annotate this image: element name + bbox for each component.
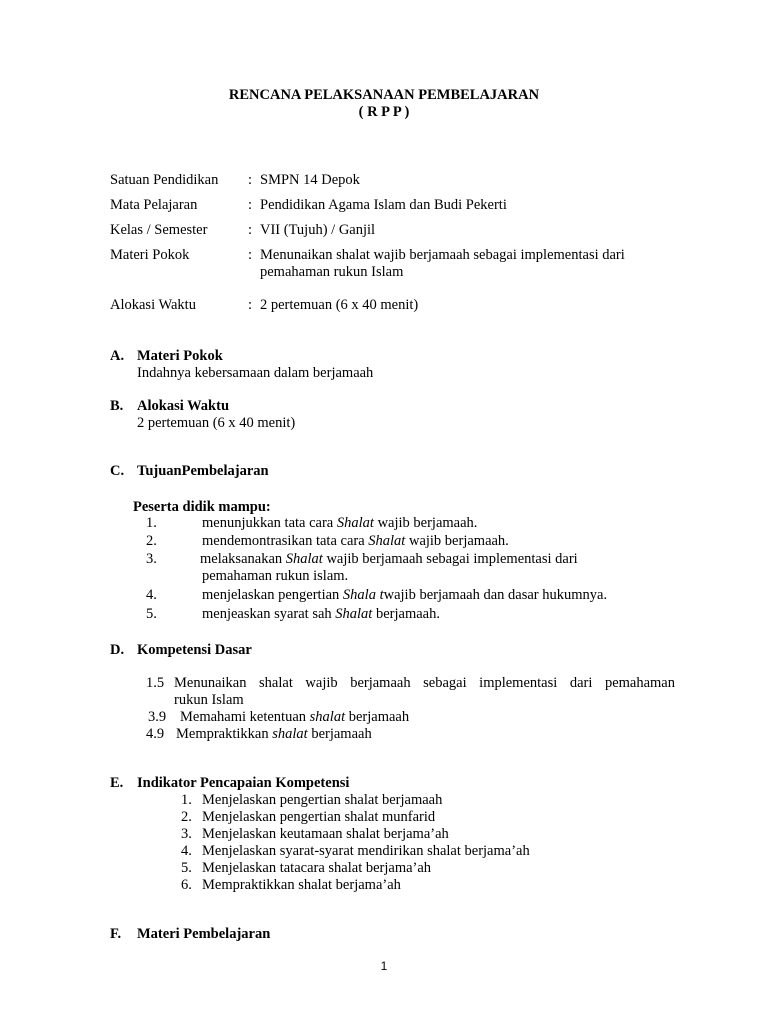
list-text: menjeaskan syarat sah Shalat berjamaah. — [202, 606, 440, 622]
kd-text: Memahami ketentuan shalat berjamaah — [180, 709, 410, 725]
section-heading: Kompetensi Dasar — [137, 642, 252, 658]
list-text: melaksanakan Shalat wajib berjamaah sebagai implementasi dari — [200, 551, 578, 567]
section-letter: C. — [110, 463, 125, 479]
section-letter: E. — [110, 775, 124, 791]
info-separator: : — [248, 222, 253, 238]
list-number: 3. — [181, 826, 192, 842]
info-label: Satuan Pendidikan — [110, 172, 219, 188]
kd-text: Menunaikan shalat wajib berjamaah sebagai implementasi dari pemahaman — [174, 675, 675, 691]
list-text: Menjelaskan syarat-syarat mendirikan shalat berjama’ah — [202, 843, 530, 859]
section-heading: Indikator Pencapaian Kompetensi — [137, 775, 350, 791]
info-value-continued: pemahaman rukun Islam — [260, 264, 404, 280]
info-label: Mata Pelajaran — [110, 197, 198, 213]
document-subtitle: ( R P P ) — [358, 104, 410, 120]
list-number: 5. — [146, 606, 157, 622]
list-number: 6. — [181, 877, 192, 893]
info-value: 2 pertemuan (6 x 40 menit) — [260, 297, 419, 313]
list-text: Menjelaskan pengertian shalat munfarid — [202, 809, 436, 825]
info-value: Pendidikan Agama Islam dan Budi Pekerti — [260, 197, 507, 213]
info-separator: : — [248, 172, 253, 188]
info-separator: : — [248, 297, 253, 313]
list-text: Menjelaskan keutamaan shalat berjama’ah — [202, 826, 449, 842]
section-letter: F. — [110, 926, 122, 942]
section-heading: Materi Pembelajaran — [137, 926, 271, 942]
info-value: VII (Tujuh) / Ganjil — [260, 222, 376, 238]
list-number: 1. — [181, 792, 192, 808]
list-number: 4. — [146, 587, 157, 603]
kd-number: 3.9 — [148, 709, 167, 725]
section-letter: B. — [110, 398, 124, 414]
list-number: 3. — [146, 551, 157, 567]
page-number: 1 — [380, 959, 388, 973]
kd-text: Mempraktikkan shalat berjamaah — [176, 726, 372, 742]
list-text-continued: pemahaman rukun islam. — [202, 568, 349, 584]
list-text: menjelaskan pengertian Shala twajib berjamaah dan dasar hukumnya. — [202, 587, 608, 603]
info-label: Materi Pokok — [110, 247, 190, 263]
list-text: mendemontrasikan tata cara Shalat wajib berjamaah. — [202, 533, 509, 549]
section-letter: D. — [110, 642, 125, 658]
list-number: 5. — [181, 860, 192, 876]
section-heading: Alokasi Waktu — [137, 398, 230, 414]
info-separator: : — [248, 247, 253, 263]
section-intro: Peserta didik mampu: — [133, 499, 271, 515]
kd-number: 1.5 — [146, 675, 165, 691]
list-number: 4. — [181, 843, 192, 859]
document-title: RENCANA PELAKSANAAN PEMBELAJARAN — [228, 87, 540, 103]
info-value: Menunaikan shalat wajib berjamaah sebagai implementasi dari — [260, 247, 625, 263]
kd-text-continued: rukun Islam — [174, 692, 244, 708]
info-label: Alokasi Waktu — [110, 297, 196, 313]
section-letter: A. — [110, 348, 125, 364]
list-text: Mempraktikkan shalat berjama’ah — [202, 877, 401, 893]
section-heading: TujuanPembelajaran — [137, 463, 269, 479]
section-body: Indahnya kebersamaan dalam berjamaah — [137, 365, 374, 381]
section-body: 2 pertemuan (6 x 40 menit) — [137, 415, 296, 431]
section-heading: Materi Pokok — [137, 348, 223, 364]
list-number: 2. — [181, 809, 192, 825]
list-text: Menjelaskan pengertian shalat berjamaah — [202, 792, 443, 808]
kd-number: 4.9 — [146, 726, 165, 742]
list-text: Menjelaskan tatacara shalat berjama’ah — [202, 860, 432, 876]
list-text: menunjukkan tata cara Shalat wajib berjamaah. — [202, 515, 478, 531]
info-separator: : — [248, 197, 253, 213]
info-label: Kelas / Semester — [110, 222, 208, 238]
info-value: SMPN 14 Depok — [260, 172, 360, 188]
list-number: 1. — [146, 515, 157, 531]
list-number: 2. — [146, 533, 157, 549]
